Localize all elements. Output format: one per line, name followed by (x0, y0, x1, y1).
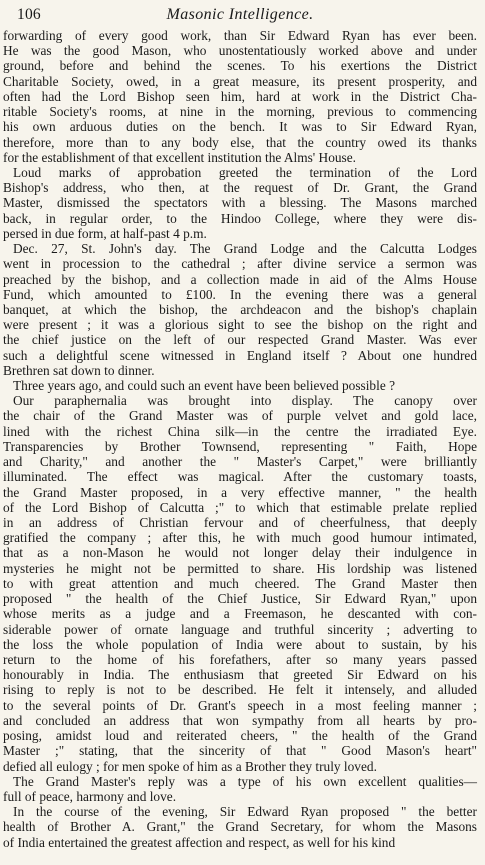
text-line: return to the home of his forefathers, after so many years passed (3, 651, 477, 667)
text-line: Master ;" stating, that the sincerity of that " Good Mason's heart" (3, 743, 477, 759)
text-line: gratified the company ; after this, he with much good humour intimated, (3, 530, 477, 546)
text-line: illuminated. The effect was magical. After the customary toasts, (3, 469, 477, 485)
text-line: Dec. 27, St. John's day. The Grand Lodge and the Calcutta Lodges (13, 241, 477, 257)
text-line: of the Lord Bishop of Calcutta ;" to which that estimable prelate replied (3, 499, 477, 515)
text-line: mysteries he might not be permitted to share. His lordship was listened (3, 560, 477, 576)
text-line: the Grand Master proposed, in a very effective manner, " the health (3, 484, 477, 500)
text-line: and concluded an address that won sympathy from all hearts by pro- (3, 712, 477, 728)
text-line: Charitable Society, owed, in a great measure, its present prosperity, and (3, 73, 477, 89)
text-line: posing, amidst loud and reiterated cheers, " the health of the Grand (3, 728, 477, 744)
text-line: back, in regular order, to the Hindoo College, where they were dis- (3, 210, 477, 226)
text-line: honourably in India. The enthusiasm that greeted Sir Edward on his (3, 667, 477, 683)
text-line: Bishop's address, who then, at the request of Dr. Grant, the Grand (3, 180, 477, 196)
text-line: often had the Lord Bishop seen him, hard at work in the District Cha- (3, 88, 477, 104)
text-line: proposed " the health of the Chief Justice, Sir Edward Ryan," upon (3, 591, 477, 607)
text-line: Brethren sat down to dinner. (3, 362, 155, 378)
text-line: ritable Society's rooms, at nine in the morning, previous to commencing (3, 104, 477, 120)
text-line: Master, dismissed the spectators with a blessing. The Masons marched (3, 195, 477, 211)
text-line: lined with the richest China silk—in the centre the irradiated Eye. (3, 423, 477, 439)
text-line: the chief justice on the left of our respected Grand Master. Was ever (3, 332, 477, 348)
page-header (3, 4, 477, 26)
text-line: Fund, which amounted to £100. In the evening there was a general (3, 286, 477, 302)
text-line: Three years ago, and could such an event have been believed possible ? (13, 378, 395, 394)
text-line: in an address of Christian fervour and of cheerfulness, that deeply (3, 515, 477, 530)
text-line: rising to reply is not to be described. He felt it intensely, and alluded (3, 682, 477, 698)
text-line: siderable power of ornate language and truthful sincerity ; adverting to (3, 621, 477, 637)
text-line: Loud marks of approbation greeted the termination of the Lord (13, 164, 477, 180)
text-line: the chair of the Grand Master was of purple velvet and gold lace, (3, 408, 477, 424)
text-line: went in procession to the cathedral ; after divine service a sermon was (3, 256, 477, 272)
text-line: Transparencies by Brother Townsend, representing " Faith, Hope (3, 438, 477, 454)
text-line: to the several points of Dr. Grant's speech in a most feeling manner ; (3, 697, 477, 713)
text-line: whose merits as a judge and a Freemason, he descanted with con- (3, 606, 477, 622)
text-line: defied all eulogy ; for men spoke of him as a Brother they truly loved. (3, 758, 377, 774)
text-line: banquet, at which the bishop, the archdeacon and the bishop's chaplain (3, 301, 477, 317)
text-line: full of peace, harmony and love. (3, 788, 177, 804)
text-line: persed in due form, at half-past 4 p.m. (3, 225, 207, 241)
page-number: 106 (17, 6, 41, 23)
text-line: for the establishment of that excellent institution the Alms' House. (3, 149, 356, 165)
text-line: forwarding of every good work, than Sir Edward Ryan has ever been. (3, 28, 477, 43)
text-line: of India entertained the greatest affection and respect, as well for his kind (3, 834, 396, 850)
text-line: Our paraphernalia was brought into display. The canopy over (13, 393, 477, 409)
text-line: were present ; it was a glorious sight to see the bishop on the right and (3, 317, 477, 333)
text-line: The Grand Master's reply was a type of his own excellent qualities— (13, 773, 477, 789)
running-title: Masonic Intelligence. (166, 6, 314, 23)
text-line: the loss the whole population of India were about to sustain, by his (3, 636, 477, 652)
text-line: such a delightful scene witnessed in England itself ? About one hundred (3, 347, 477, 363)
text-line: In the course of the evening, Sir Edward Ryan proposed " the better (13, 804, 477, 820)
text-line: and Charity," and another the " Master's Carpet," were brilliantly (3, 454, 477, 470)
text-line: to with great attention and much cheered. The Grand Master then (3, 575, 477, 591)
text-line: He was the good Mason, who unostentatiously worked above and under (3, 43, 477, 59)
text-line: his own arduous duties on the bench. It was to Sir Edward Ryan, (3, 119, 477, 135)
text-line: therefore, more than to any body else, that the country owed its thanks (3, 134, 477, 150)
text-line: health of Brother A. Grant," the Grand Secretary, for whom the Masons (3, 819, 477, 835)
text-line: that as a non-Mason he would not longer delay their indulgence in (3, 545, 477, 561)
article-body (3, 28, 477, 850)
text-line: ground, before and behind the scenes. To his exertions the District (3, 58, 477, 74)
text-line: preached by the bishop, and a collection made in aid of the Alms House (3, 271, 477, 287)
